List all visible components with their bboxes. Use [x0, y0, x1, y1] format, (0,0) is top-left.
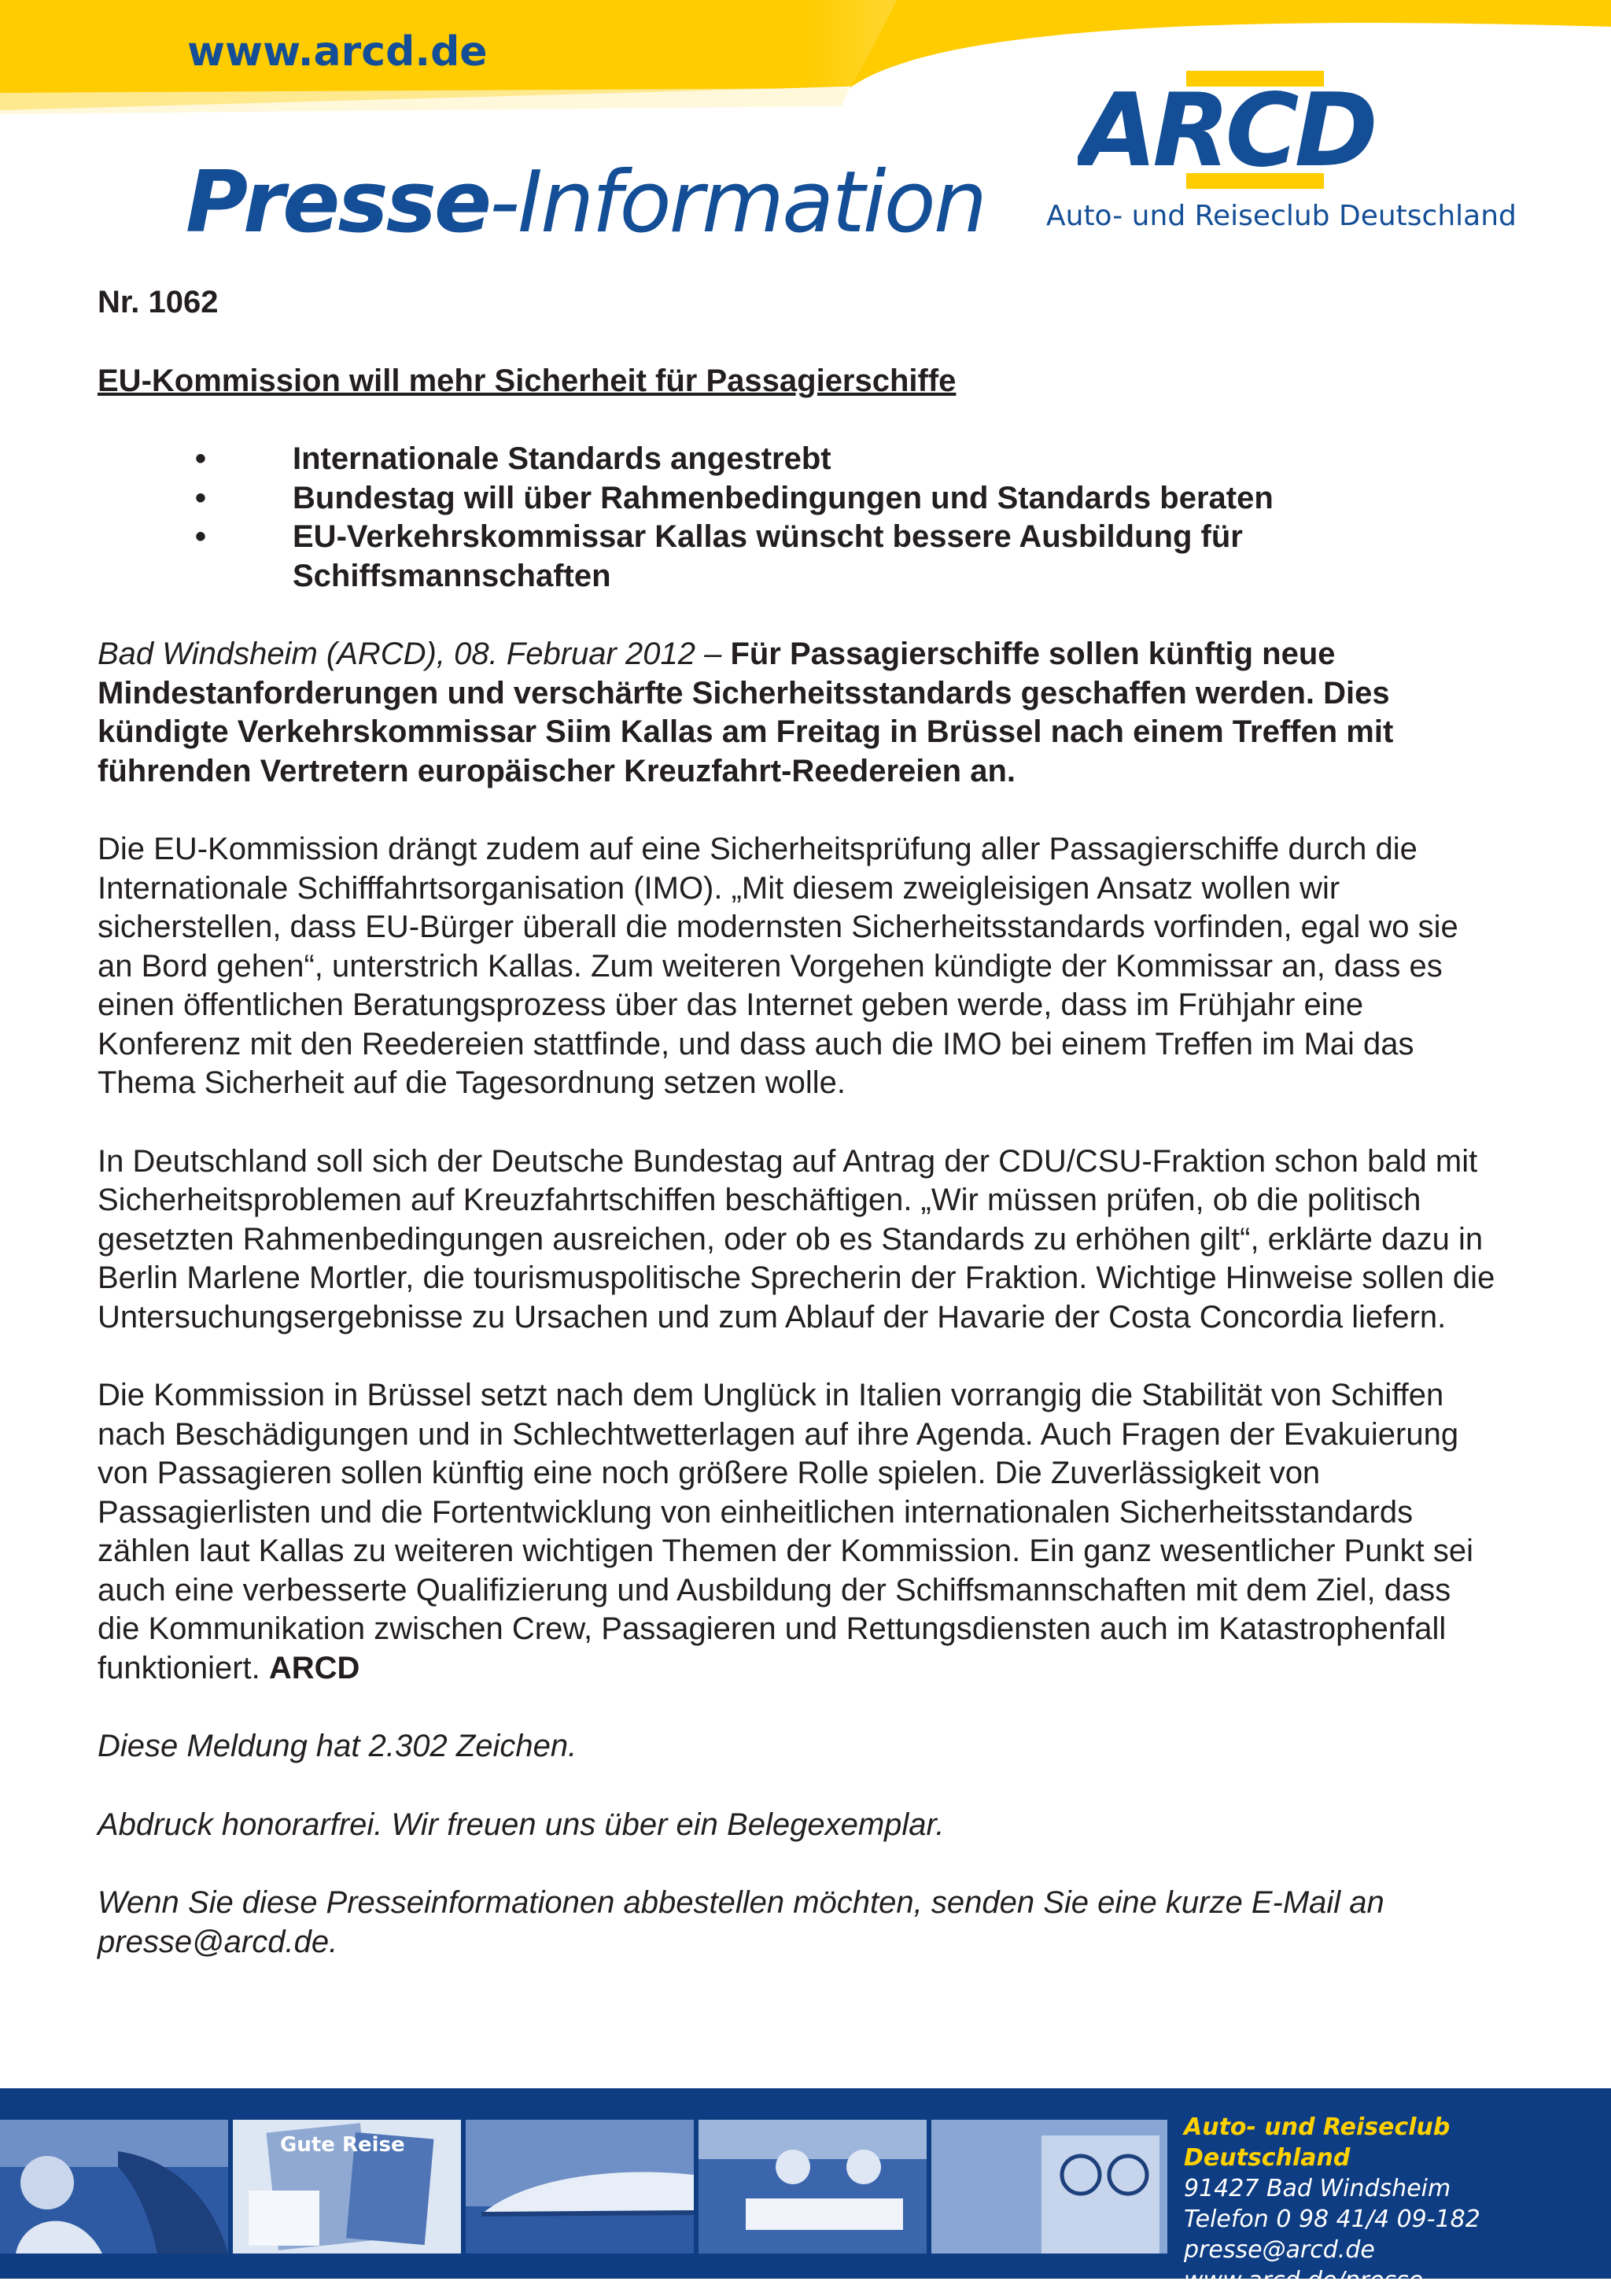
- photo-driver: [0, 2120, 228, 2254]
- bullet-dot: •: [195, 441, 207, 476]
- title-bold: Presse: [186, 153, 490, 252]
- unsubscribe-note: Wenn Sie diese Presseinformationen abbestellen möchten, senden Sie eine kurze E-Mail an presse@arcd.de.: [98, 1885, 1384, 1959]
- summary-bullets: [98, 440, 1498, 596]
- press-release: [98, 283, 1498, 1962]
- photo-train: [466, 2120, 694, 2254]
- bullet-item: [98, 440, 1498, 479]
- body-paragraph-2: In Deutschland soll sich der Deutsche Bundestag auf Antrag der CDU/CSU-Fraktion schon bald mit Sicherheitsproblemen auf Kreuzfahrtschiffen beschäftigen. „Wir müssen prüfen, ob die politisch gesetzten Rahmenbedingungen ausreichen, oder ob es Standards zu erhöhen gilt“, erklärte dazu in Berlin Marlene Mortler, die tourismuspolitische Sprecherin der Fraktion. Wichtige Hinweise sollen die Untersuchungsergebnisse zu Ursachen und zum Ablauf der Havarie der Costa Concordia liefern.: [98, 1143, 1495, 1334]
- bullet-text: Bundestag will über Rahmenbedingungen und Standards beraten: [293, 480, 1274, 515]
- paragraph-3-text: Die Kommission in Brüssel setzt nach dem Unglück in Italien vorrangig die Stabilität von Schiffen nach Beschädigungen und in Schlechtwetterlagen auf ihre Agenda. Auch Fragen der Evakuierung von Passagieren sollen künftig eine noch größere Rolle spielen. Die Zuverlässigkeit von Passagierlisten und die Fortentwicklung von einheitlichen internationalen Sicherheitsstandards zählen laut Kallas zu weiteren wichtigen Themen der Kommission. Ein ganz wesentlicher Punkt sei auch eine verbesserte Qualifizierung und Ausbildung der Schiffsmannschaften mit dem Ziel, dass die Kommunikation zwischen Crew, Passagieren und Rettungsdiensten auch im Katastrophenfall funktioniert.: [98, 1378, 1474, 1685]
- bullet-text: Internationale Standards angestrebt: [293, 441, 831, 476]
- footer-email[interactable]: presse@arcd.de: [1184, 2236, 1375, 2264]
- signature: ARCD: [268, 1650, 360, 1685]
- body-paragraph-3: [98, 1376, 1498, 1688]
- bullet-dot: •: [195, 519, 207, 554]
- photo-magazines: [233, 2120, 461, 2254]
- reprint-note: Abdruck honorarfrei. Wir freuen uns über ein Belegexemplar.: [98, 1807, 945, 1842]
- footer-web[interactable]: www.arcd.de/presse: [1184, 2267, 1424, 2294]
- footer-band: [0, 2088, 1611, 2294]
- photo-rescue: [699, 2120, 927, 2254]
- release-number: Nr. 1062: [98, 285, 219, 319]
- footer-club-name: Auto- und Reiseclub Deutschland: [1184, 2113, 1451, 2172]
- body-paragraph-1: Die EU-Kommission drängt zudem auf eine Sicherheitsprüfung aller Passagierschiffe durch die Internationale Schifffahrtsorganisation (IMO). „Mit diesem zweigleisigen Ansatz wollen wir sicherstellen, dass EU-Bürger überall die modernsten Sicherheitsstandards vorfinden, egal wo sie an Bord gehen“, unterstrich Kallas. Zum weiteren Vorgehen kündigte der Kommissar an, dass es einen öffentlichen Beratungsprozess über das Internet geben werde, dass im Frühjahr eine Konferenz mit den Reedereien stattfinde, und dass auch die IMO bei einem Treffen im Mai das Thema Sicherheit auf die Tagesordnung setzen wolle.: [98, 832, 1458, 1100]
- title-light: -Information: [489, 153, 986, 252]
- lead-paragraph: [98, 635, 1498, 791]
- bullet-item: [98, 518, 1498, 596]
- char-count-note: Diese Meldung hat 2.302 Zeichen.: [98, 1729, 577, 1763]
- photo-caption: Gute Reise: [280, 2133, 405, 2157]
- intro-text: Für Passagierschiffe sollen künftig neue Mindestanforderungen und verschärfte Sicherheitsstandards geschaffen werden. Dies kündigte Verkehrskommissar Siim Kallas am Freitag in Brüssel nach einem Treffen mit führenden Vertretern europäischer Kreuzfahrt-Reedereien an.: [98, 637, 1394, 788]
- arcd-logo: [1078, 67, 1432, 193]
- bullet-item: [98, 479, 1498, 519]
- page-title: [186, 153, 985, 252]
- footer-phone: Telefon 0 98 41/4 09-182: [1184, 2206, 1480, 2233]
- logo-text: ARCD: [1079, 72, 1373, 190]
- logo-subtitle: Auto- und Reiseclub Deutschland: [1046, 200, 1517, 232]
- footer-address: 91427 Bad Windsheim: [1184, 2175, 1451, 2202]
- header-url[interactable]: www.arcd.de: [187, 28, 488, 76]
- release-headline: EU-Kommission will mehr Sicherheit für Passagierschiffe: [98, 363, 957, 398]
- bullet-text: EU-Verkehrskommissar Kallas wünscht bessere Ausbildung für Schiffsmannschaften: [293, 519, 1243, 593]
- footer-contact: [1184, 2112, 1611, 2296]
- bullet-dot: •: [195, 480, 207, 515]
- place-date: Bad Windsheim (ARCD), 08. Februar 2012 –: [98, 637, 731, 671]
- photo-bikes: [931, 2120, 1167, 2254]
